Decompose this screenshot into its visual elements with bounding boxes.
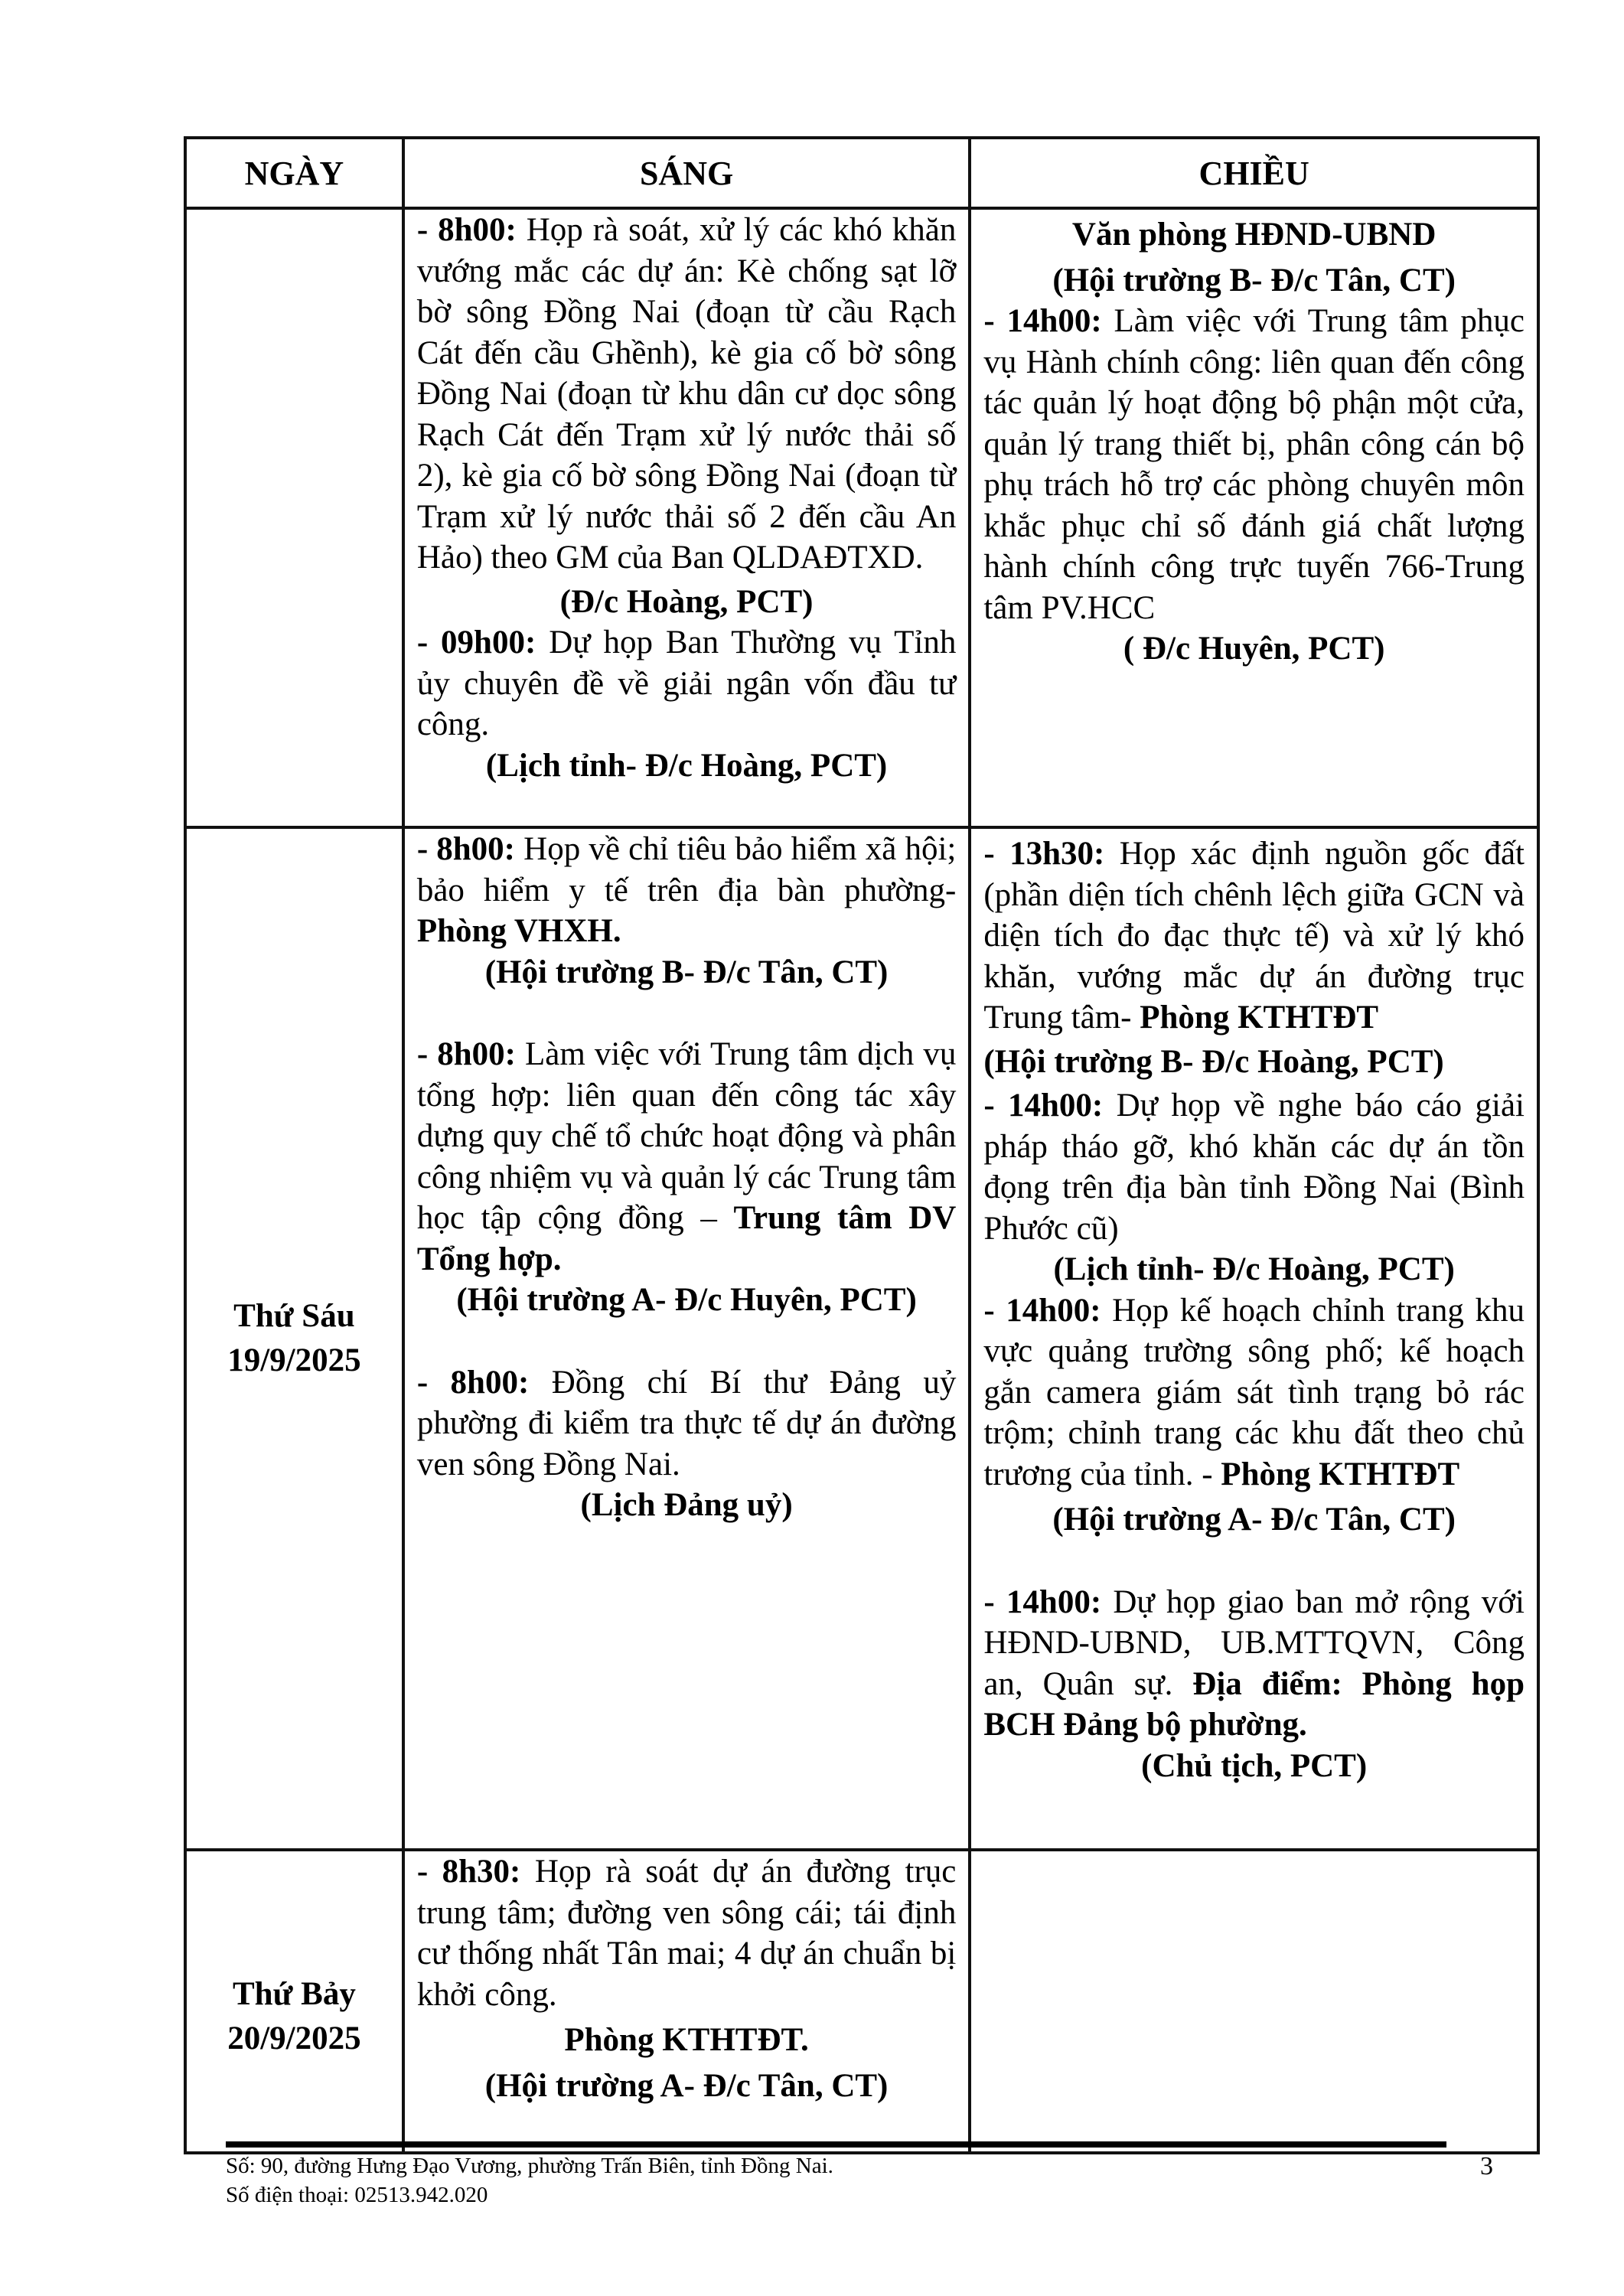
table-row	[185, 1850, 1538, 2153]
event-assignee: (Hội trường A- Đ/c Tân, CT)	[484, 2067, 889, 2104]
event-text: Làm việc với Trung tâm phục vụ Hành chính công: liên quan đến công tác quản lý hoạt động bộ phận một cửa, quản lý trang thiết bị, phân công cán bộ phụ trách hỗ trợ các phòng chuyên môn khắc phục chỉ số đánh giá chất lượng hành chính công trực tuyến 766-Trung tâm PV.HCC	[983, 303, 1525, 626]
afternoon-cell	[970, 208, 1538, 827]
event	[417, 622, 957, 745]
event-text: Họp rà soát dự án đường trục trung tâm; đường ven sông cái; tái định cư thống nhất Tân mai; 4 dự án chuẩn bị khởi công.	[416, 1854, 957, 2013]
event-unit: Phòng VHXH.	[416, 913, 621, 949]
schedule-table	[184, 136, 1540, 2154]
event	[983, 1582, 1525, 1746]
event	[983, 1085, 1525, 1249]
day-name: Thứ Sáu	[233, 1298, 355, 1334]
morning-cell	[403, 827, 970, 1850]
event-assignee: (Lịch tỉnh- Đ/c Hoàng, PCT)	[485, 747, 888, 784]
afternoon-cell	[970, 1850, 1538, 2153]
header-morning: SÁNG	[403, 138, 970, 208]
day-cell	[185, 827, 403, 1850]
table-row	[185, 827, 1538, 1850]
event	[417, 210, 957, 579]
header-afternoon: CHIỀU	[970, 138, 1538, 208]
day-date: 20/9/2025	[227, 2020, 361, 2056]
event-unit: Trung tâm DV Tổng hợp.	[416, 1200, 957, 1277]
event-time: - 8h00:	[416, 1364, 530, 1401]
afternoon-cell	[970, 827, 1538, 1850]
event-text: Họp rà soát, xử lý các khó khăn vướng mắc các dự án: Kè chống sạt lỡ bờ sông Đồng Nai (đoạn từ cầu Rạch Cát đến cầu Ghềnh), kè gia cố bờ sông Đồng Nai (đoạn từ khu dân cư dọc sông Rạch Cát đến Trạm xử lý nước thải số 2), kè gia cố bờ sông Đồng Nai (đoạn từ Trạm xử lý nước thải số 2 đến cầu An Hảo) theo GM của Ban QLDAĐTXD.	[416, 212, 957, 576]
event-assignee: (Đ/c Hoàng, PCT)	[559, 583, 814, 620]
event-time: - 13h30:	[983, 836, 1105, 872]
header-row	[185, 138, 1538, 208]
event-assignee: (Hội trường A- Đ/c Huyên, PCT)	[456, 1282, 917, 1318]
event-text: Họp về chỉ tiêu bảo hiểm xã hội; bảo hiểm y tế trên địa bàn phường-	[416, 831, 957, 908]
event-time: - 09h00:	[416, 625, 536, 660]
event-assignee: ( Đ/c Huyên, PCT)	[1123, 631, 1385, 667]
footer-address: Số: 90, đường Hưng Đạo Vương, phường Trấn Biên, tỉnh Đồng Nai.	[226, 2154, 833, 2178]
event-time: - 8h00:	[416, 1036, 516, 1072]
event-assignee: (Hội trường B- Đ/c Hoàng, PCT)	[983, 1043, 1444, 1080]
event-assignee: (Lịch tỉnh- Đ/c Hoàng, PCT)	[1053, 1251, 1455, 1287]
page-number: 3	[1480, 2152, 1493, 2180]
morning-cell	[403, 1850, 970, 2153]
event-text: Dự họp giao ban mở rộng với HĐND-UBND, UB.MTTQVN, Công an, Quân sự.	[983, 1583, 1525, 1702]
event-time: - 8h00:	[416, 831, 516, 867]
event-text: Làm việc với Trung tâm dịch vụ tổng hợp: liên quan đến công tác xây dựng quy chế tổ chức hoạt động và phân công nhiệm vụ và quản lý các Trung tâm học tập cộng đồng –	[416, 1036, 957, 1236]
event	[417, 1851, 957, 2015]
header-day: NGÀY	[185, 138, 403, 208]
event-time: - 14h00:	[983, 1088, 1104, 1124]
event-text: Họp kế hoạch chỉnh trang khu vực quảng trường sông phố; kế hoạch gắn camera giám sát tình trạng bỏ rác trộm; chỉnh trang các khu đất theo chủ trương của tỉnh. -	[983, 1292, 1525, 1492]
event	[983, 1290, 1525, 1495]
day-name: Thứ Bảy	[232, 1976, 356, 2012]
event	[417, 1362, 957, 1486]
table-row	[185, 208, 1538, 827]
event-time: - 8h00:	[416, 212, 517, 248]
event-assignee: (Lịch Đảng uỷ)	[580, 1487, 793, 1523]
event-unit: Phòng KTHTĐT	[1140, 1000, 1379, 1035]
event-text: Dự họp về nghe báo cáo giải pháp tháo gỡ, khó khăn các dự án tồn đọng trên địa bàn tỉnh Đồng Nai (Bình Phước cũ)	[983, 1088, 1525, 1247]
event	[417, 1034, 957, 1280]
event-unit: Phòng KTHTĐT.	[564, 2022, 809, 2058]
event-assignee: (Hội trường B- Đ/c Tân, CT)	[484, 954, 889, 990]
event-place: (Hội trường B- Đ/c Tân, CT)	[1052, 262, 1456, 298]
event-text: Họp xác định nguồn gốc đất (phần diện tích chênh lệch giữa GCN và diện tích đo đạc thực tế) và xử lý khó khăn, vướng mắc dự án đường trục Trung tâm-	[983, 836, 1525, 1035]
event-text: Đồng chí Bí thư Đảng uỷ phường đi kiểm tra thực tế dự án đường ven sông Đồng Nai.	[416, 1364, 957, 1482]
event-unit: Phòng KTHTĐT	[1221, 1456, 1460, 1492]
day-date: 19/9/2025	[227, 1342, 361, 1378]
event-assignee: (Hội trường A- Đ/c Tân, CT)	[1052, 1502, 1456, 1538]
day-cell	[185, 208, 403, 827]
event	[983, 833, 1525, 1039]
event-unit: Địa điểm: Phòng họp BCH Đảng bộ phường.	[983, 1665, 1525, 1743]
event-text: Dự họp Ban Thường vụ Tỉnh ủy chuyên đề về giải ngân vốn đầu tư công.	[416, 625, 957, 742]
day-cell	[185, 1850, 403, 2153]
footer-divider	[226, 2141, 1446, 2148]
event-time: - 8h30:	[416, 1854, 521, 1890]
footer-phone: Số điện thoại: 02513.942.020	[226, 2183, 488, 2207]
event-unit: Văn phòng HĐND-UBND	[1071, 217, 1436, 253]
event-assignee: (Chủ tịch, PCT)	[1141, 1747, 1368, 1784]
morning-cell	[403, 208, 970, 827]
event-time: - 14h00:	[983, 1292, 1101, 1329]
event-time: - 14h00:	[983, 1583, 1102, 1620]
event-time: - 14h00:	[983, 303, 1102, 339]
event	[983, 301, 1525, 628]
event	[417, 829, 957, 952]
